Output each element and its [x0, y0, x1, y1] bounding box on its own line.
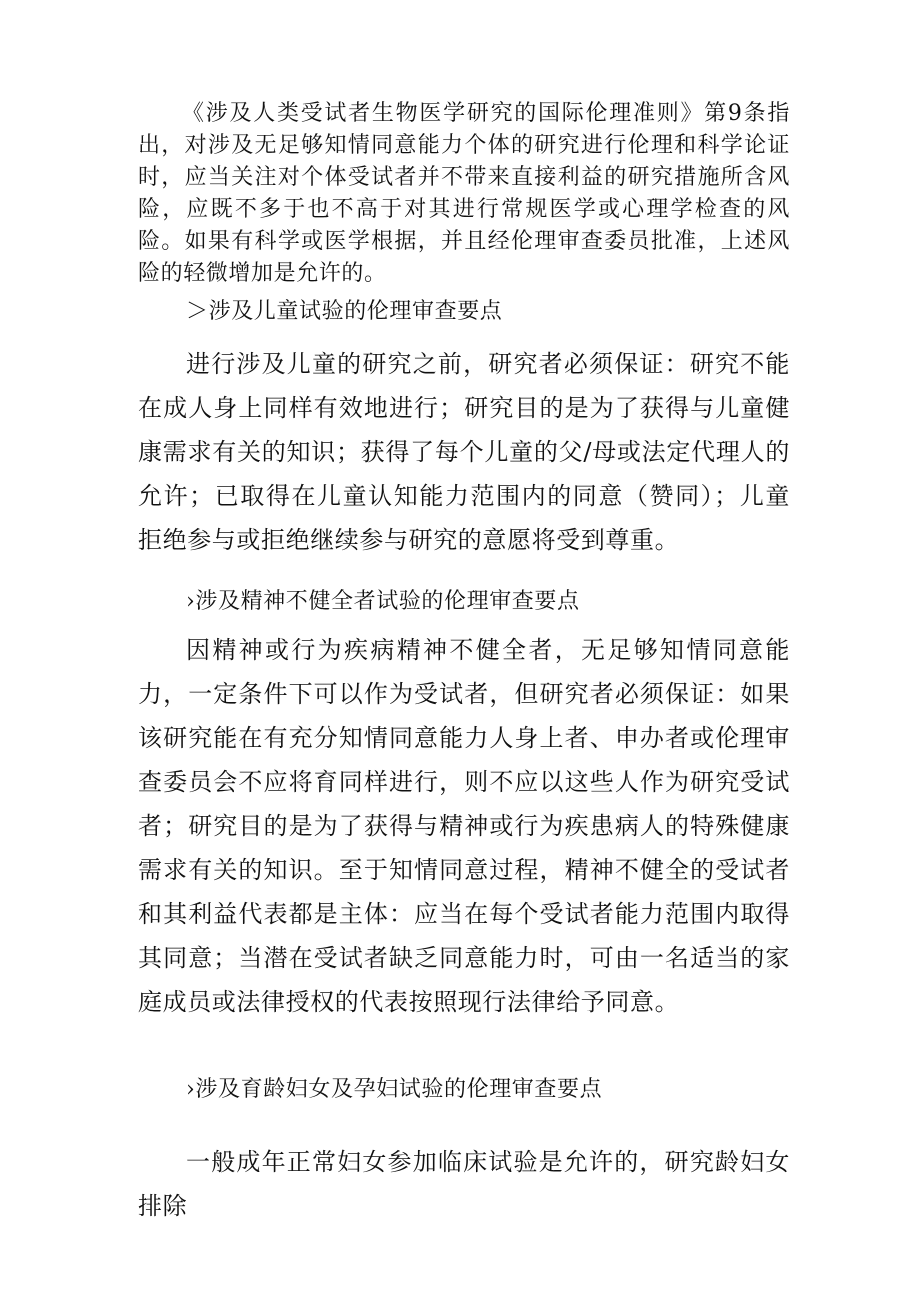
heading-mentally-impaired-trials: ›涉及精神不健全者试验的伦理审查要点	[186, 589, 580, 614]
paragraph-children-research: 进行涉及儿童的研究之前，研究者必须保证：研究不能在成人身上同样有效地进行；研究目的是为了获得与儿童健康需求有关的知识；获得了每个儿童的父/母或法定代理人的允许；已取得在儿童认知能力范围内的同意（赞同）；儿童拒绝参与或拒绝继续参与研究的意愿将受到尊重。	[138, 350, 790, 554]
heading-women-pregnancy-trials: ›涉及育龄妇女及孕妇试验的伦理审查要点	[186, 1077, 603, 1102]
paragraph-women-research: 一般成年正常妇女参加临床试验是允许的，研究龄妇女排除	[138, 1148, 790, 1220]
paragraph-mentally-impaired-research: 因精神或行为疾病精神不健全者，无足够知情同意能力，一定条件下可以作为受试者，但研究者必须保证：如果该研究能在有充分知情同意能力人身上者、申办者或伦理审查委员会不应将育同样进行，则不应以这些人作为研究受试者；研究目的是为了获得与精神或行为疾患病人的特殊健康需求有关的知识。至于知情同意过程，精神不健全的受试者和其利益代表都是主体：应当在每个受试者能力范围内取得其同意；当潜在受试者缺乏同意能力时，可由一名适当的家庭成员或法律授权的代表按照现行法律给予同意。	[138, 636, 790, 1016]
heading-children-trials: ＞涉及儿童试验的伦理审查要点	[186, 299, 503, 324]
paragraph-international-guidelines: 《涉及人类受试者生物医学研究的国际伦理准则》第9条指出，对涉及无足够知情同意能力个体的研究进行伦理和科学论证时，应当关注对个体受试者并不带来直接利益的研究措施所含风险，应既不多于也不高于对其进行常规医学或心理学检查的风险。如果有科学或医学根据，并且经伦理审查委员批准，上述风险的轻微增加是允许的。	[138, 101, 790, 286]
